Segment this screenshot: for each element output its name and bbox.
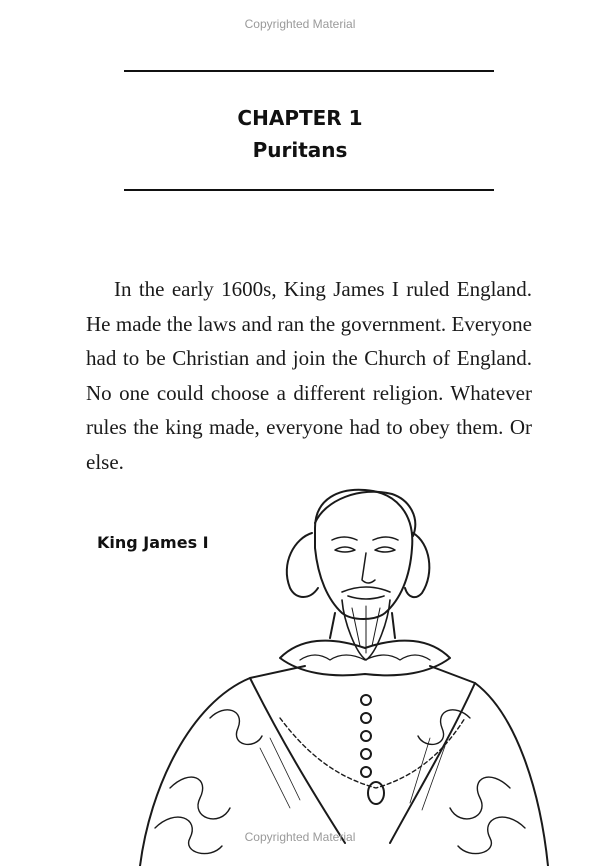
chapter-title: Puritans <box>252 138 348 162</box>
illustration-caption: King James I <box>97 533 209 552</box>
copyright-watermark-bottom: Copyrighted Material <box>244 830 356 844</box>
body-paragraph: In the early 1600s, King James I ruled England. He made the laws and ran the government. Everyone had to be Christian and join the Church of England. No one could choose a different religion. Whatever rules the king made, everyone had to obey them. Or else. <box>86 277 532 474</box>
copyright-watermark-top: Copyrighted Material <box>244 17 356 31</box>
chapter-divider-top <box>124 70 494 72</box>
king-portrait-illustration <box>130 488 550 866</box>
chapter-divider-bottom <box>124 189 494 191</box>
chapter-number: CHAPTER 1 <box>237 106 363 130</box>
